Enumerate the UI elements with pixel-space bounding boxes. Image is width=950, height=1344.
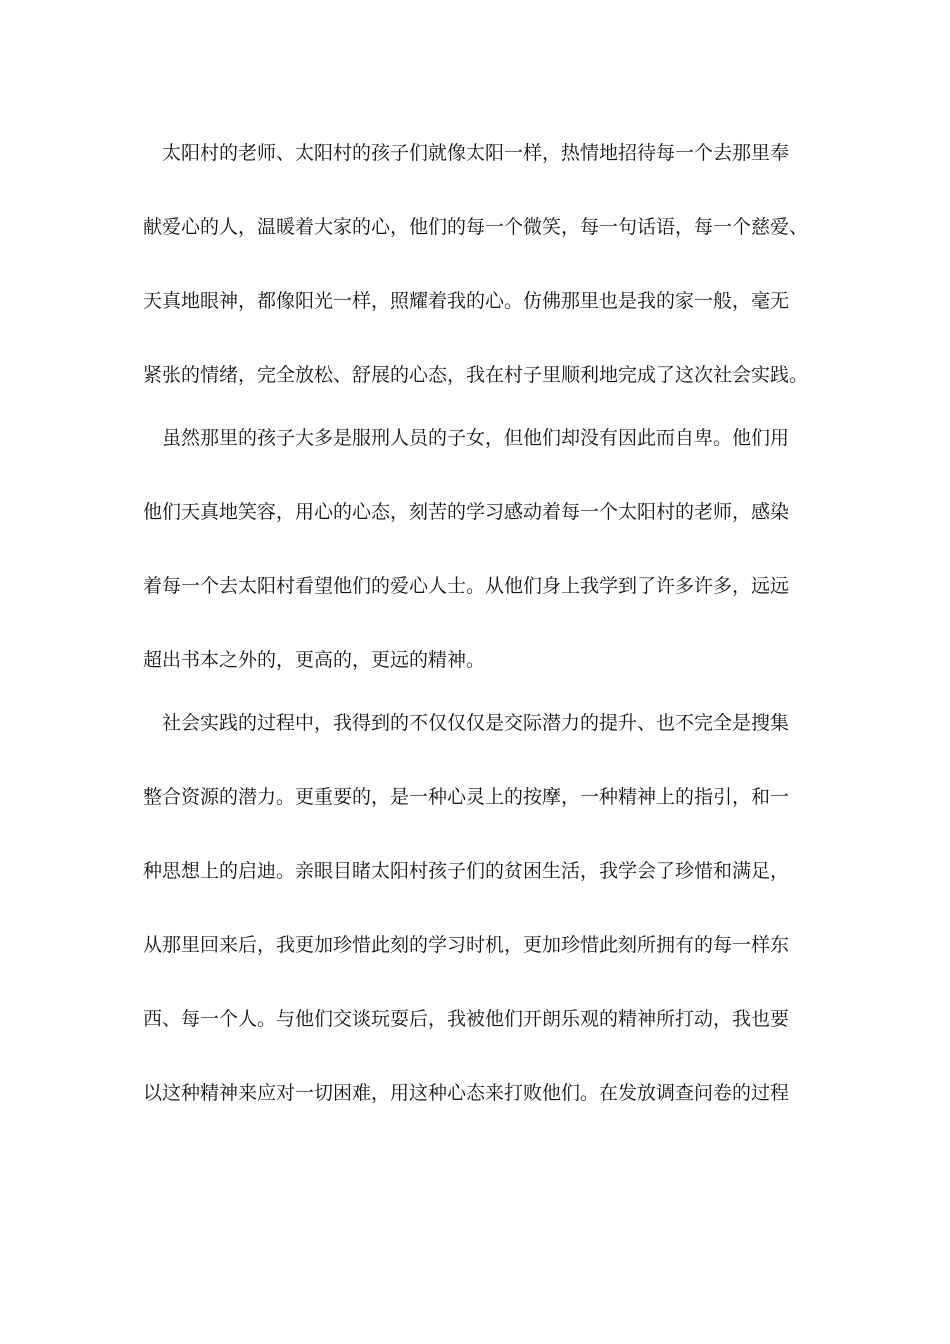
- paragraph-1-line-1: 太阳村的老师、太阳村的孩子们就像太阳一样，热情地招待每一个去那里奉: [162, 142, 790, 164]
- paragraph-2-line-3: 着每一个去太阳村看望他们的爱心人士。从他们身上我学到了许多许多，远远: [143, 575, 790, 597]
- paragraph-3-line-6: 以这种精神来应对一切困难，用这种心态来打败他们。在发放调查问卷的过程: [143, 1082, 790, 1104]
- paragraph-1-line-3: 天真地眼神，都像阳光一样，照耀着我的心。仿佛那里也是我的家一般，毫无: [143, 290, 790, 312]
- paragraph-3-line-5: 西、每一个人。与他们交谈玩耍后，我被他们开朗乐观的精神所打动，我也要: [143, 1008, 790, 1030]
- paragraph-3-line-2: 整合资源的潜力。更重要的，是一种心灵上的按摩，一种精神上的指引，和一: [143, 786, 790, 808]
- paragraph-3-line-4: 从那里回来后，我更加珍惜此刻的学习时机，更加珍惜此刻所拥有的每一样东: [143, 934, 790, 956]
- paragraph-2-line-1: 虽然那里的孩子大多是服刑人员的子女，但他们却没有因此而自卑。他们用: [162, 427, 790, 449]
- paragraph-3-line-3: 种思想上的启迪。亲眼目睹太阳村孩子们的贫困生活，我学会了珍惜和满足，: [143, 860, 790, 882]
- paragraph-1-line-4: 紧张的情绪，完全放松、舒展的心态，我在村子里顺利地完成了这次社会实践。: [143, 364, 809, 386]
- paragraph-1-line-2: 献爱心的人，温暖着大家的心，他们的每一个微笑，每一句话语，每一个慈爱、: [143, 216, 809, 238]
- paragraph-3-line-1: 社会实践的过程中，我得到的不仅仅仅是交际潜力的提升、也不完全是搜集: [162, 712, 790, 734]
- paragraph-2-line-2: 他们天真地笑容，用心的心态，刻苦的学习感动着每一个太阳村的老师，感染: [143, 501, 790, 523]
- paragraph-2-line-4: 超出书本之外的，更高的，更远的精神。: [143, 649, 486, 671]
